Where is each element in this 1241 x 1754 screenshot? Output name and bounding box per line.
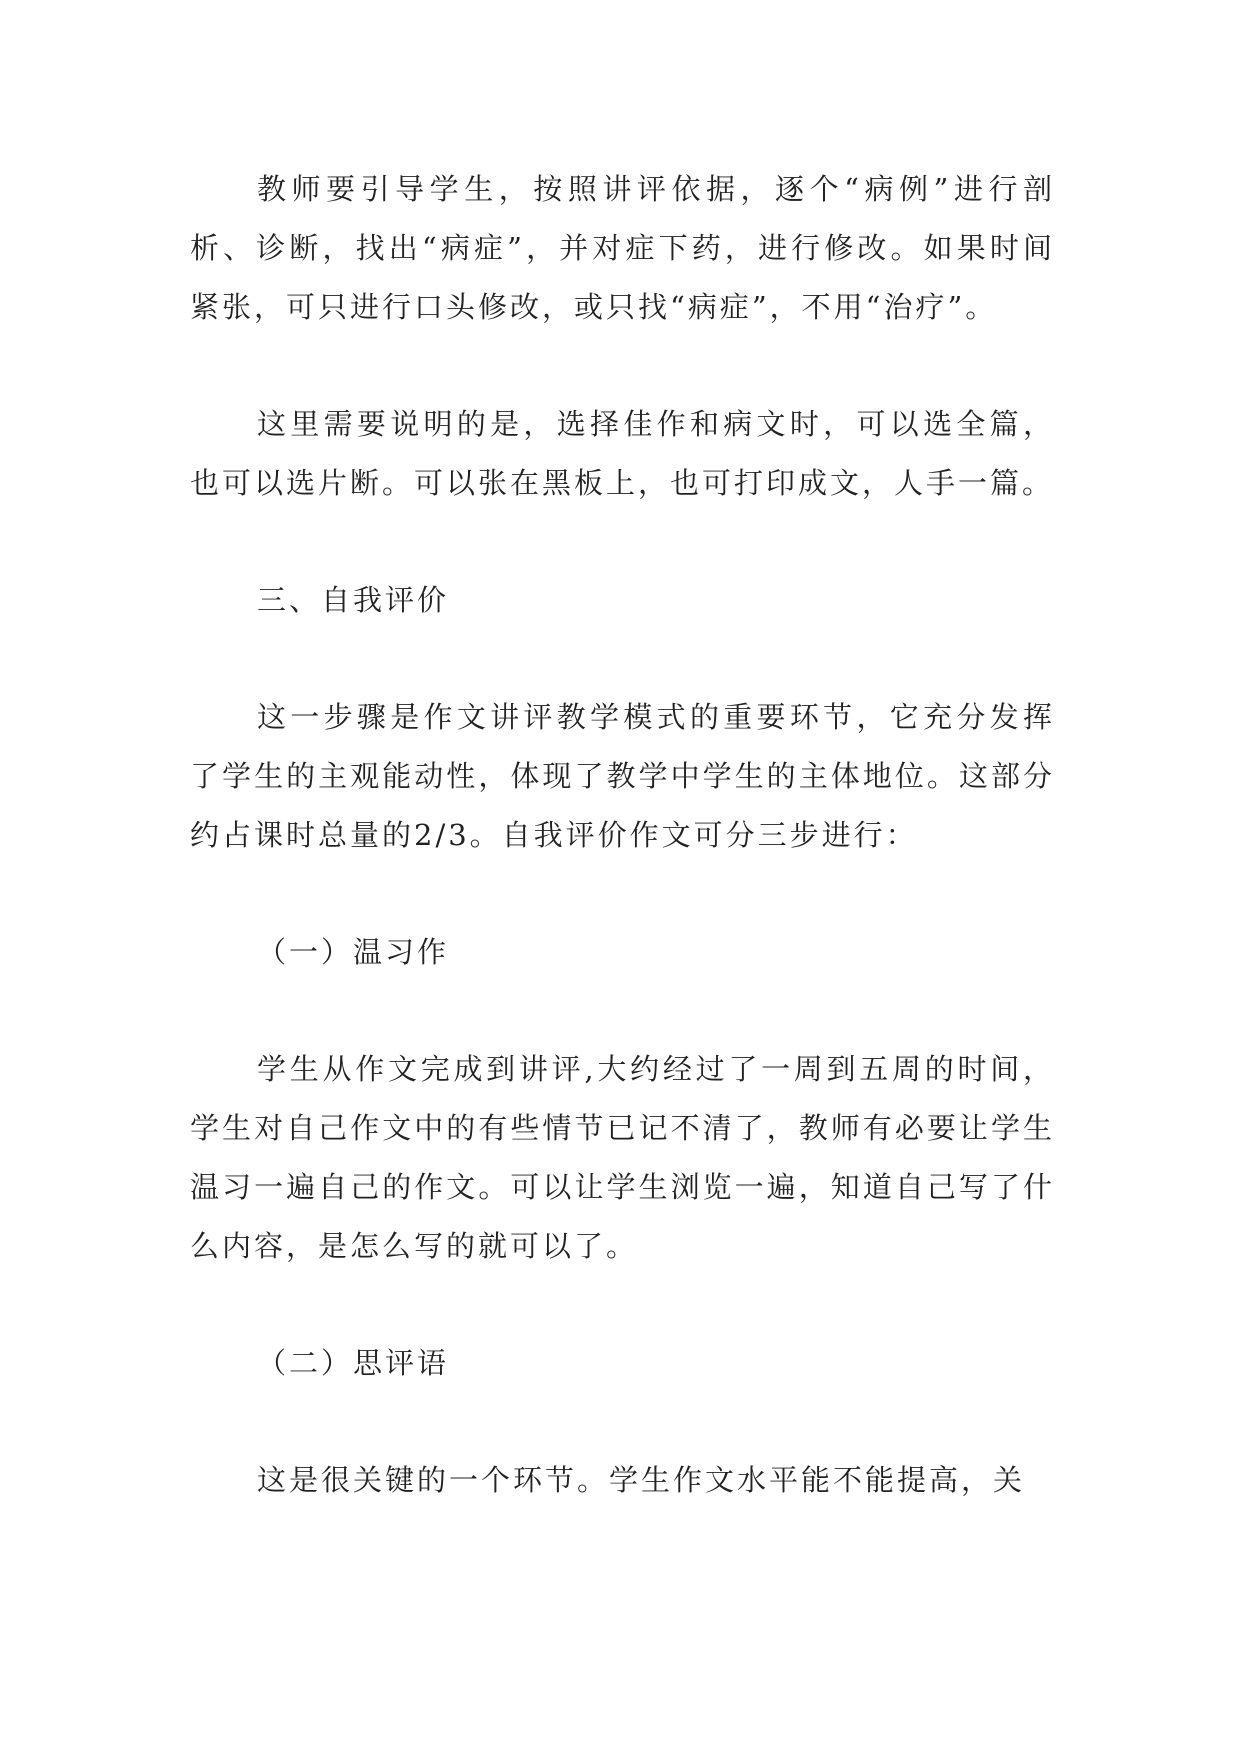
subsection-heading-review: （一）温习作 xyxy=(257,935,450,969)
subsection-heading-comments: （二）思评语 xyxy=(257,1346,450,1380)
paragraph-selection-note: 这里需要说明的是，选择佳作和病文时，可以选全篇，也可以选片断。可以张在黑板上，也可打印成文，人手一篇。 xyxy=(190,407,1055,500)
paragraph-diagnosis: 教师要引导学生，按照讲评依据，逐个“病例”进行剖析、诊断，找出“病症”，并对症下药，进行修改。如果时间紧张，可只进行口头修改，或只找“病症”，不用“治疗”。 xyxy=(190,172,1055,324)
paragraph-review: 学生从作文完成到讲评,大约经过了一周到五周的时间，学生对自己作文中的有些情节已记不清了，教师有必要让学生温习一遍自己的作文。可以让学生浏览一遍，知道自己写了什么内容，是怎么写的就可以了。 xyxy=(190,1052,1055,1263)
section-heading-self-evaluation: 三、自我评价 xyxy=(257,583,450,617)
paragraph-comments: 这是很关键的一个环节。学生作文水平能不能提高，关 xyxy=(257,1463,1026,1497)
document-body xyxy=(190,160,1055,1568)
paragraph-self-evaluation-intro: 这一步骤是作文讲评教学模式的重要环节，它充分发挥了学生的主观能动性，体现了教学中学生的主体地位。这部分约占课时总量的2/3。自我评价作文可分三步进行： xyxy=(190,700,1055,852)
